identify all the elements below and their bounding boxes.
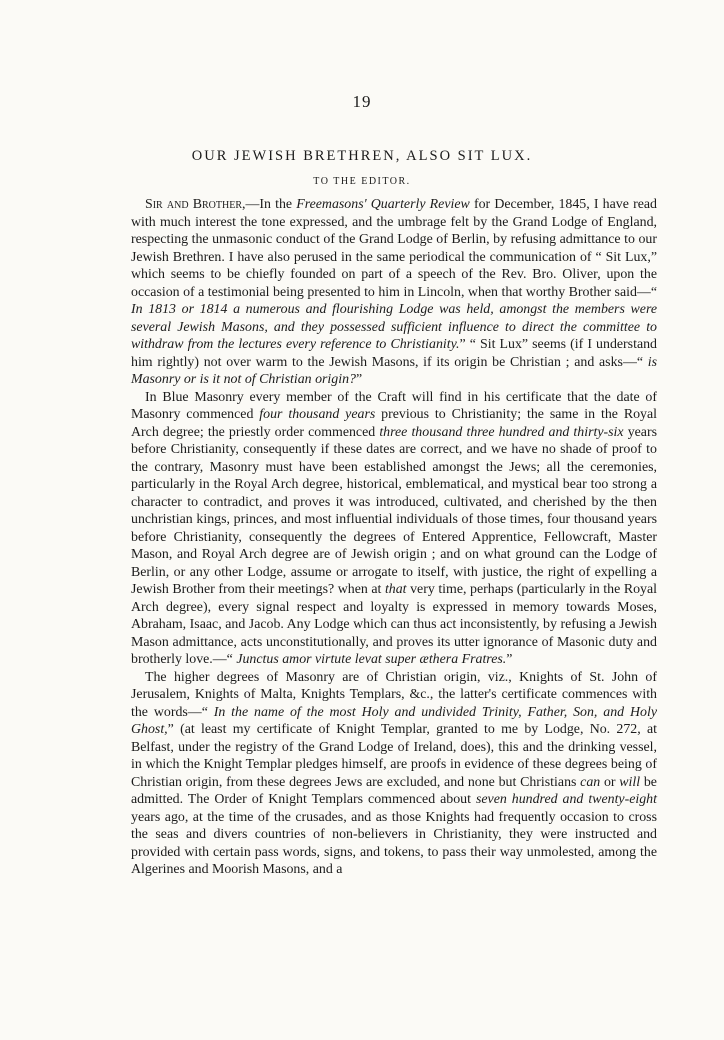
text-run: very time, perhaps (particularly in the Royal Arch degree), every signal respect and loyalty is expressed in memory towards Moses, Abraham, Isaac, and Jacob. Any Lodge which can thus act inconsistently, by refusing a Jewish Mason admittance, acts unconstitutionally, and proves its utter ignorance of Masonic duty and brotherly love.—“ bbox=[131, 582, 657, 667]
italic-run: can bbox=[580, 774, 601, 790]
paragraph bbox=[131, 669, 657, 879]
text-run: previous to Christianity; the same in the Royal Arch degree; the priestly order commenced bbox=[131, 407, 658, 440]
italic-run: Junctus amor virtute levat super æthera Fratres. bbox=[236, 652, 507, 667]
article-body bbox=[131, 196, 657, 879]
text-run: ” bbox=[355, 372, 363, 387]
text-run: ” “ Sit Lux” seems (if I understand him rightly) not over warm to the Jewish Masons, if its origin be Christian ; and asks—“ bbox=[131, 337, 657, 370]
italic-run: that bbox=[384, 582, 407, 597]
italic-run: three thousand three hundred and thirty-six bbox=[379, 424, 624, 440]
text-run: ” bbox=[506, 652, 513, 667]
italic-run: In the name of the most Holy and undivided Trinity, Father, Son, and Holy Ghost, bbox=[131, 704, 657, 737]
text-run: for December, 1845, I have read with much interest the tone expressed, and the umbrage felt by the Grand Lodge of England, respecting the unmasonic conduct of the Grand Lodge of Berlin, by refusing admittance to our Jewish Brethren. I have also perused in the same periodical the communication of “ Sit Lux,” which seems to be chiefly founded on part of a speech of the Rev. Bro. Oliver, upon the occasion of a testimonial being presented to him in Lincoln, when that worthy Brother said—“ bbox=[131, 197, 657, 300]
text-run: In Blue Masonry every member of the Craft will find in his certificate that the date of Masonry commenced bbox=[131, 389, 657, 422]
small-caps-run: Sir and Brother bbox=[145, 197, 242, 212]
text-run: The higher degrees of Masonry are of Christian origin, viz., Knights of St. John of Jerusalem, Knights of Malta, Knights Templars, &c., the latter's certificate commences with the words—“ bbox=[131, 669, 657, 720]
italic-run: seven hundred and twenty-eight bbox=[475, 792, 657, 807]
text-run: ” (at least my certificate of Knight Templar, granted to me by Lodge, No. 272, at Belfast, under the registry of the Grand Lodge of Ireland, does), this and the drinking vessel, in which the Knight Templar pledges himself, are proofs in evidence of these degrees being of Christian origin, from these degrees Jews are excluded, and none but Christians bbox=[131, 722, 657, 790]
paragraph bbox=[131, 389, 657, 669]
text-run: ,—In the bbox=[241, 197, 297, 212]
page-number: 19 bbox=[352, 92, 372, 111]
italic-run: four thousand years bbox=[259, 407, 376, 422]
article-subtitle: TO THE EDITOR. bbox=[313, 176, 411, 187]
italic-run: In 1813 or 1814 a numerous and flourishing Lodge was held, amongst the members were several Jewish Masons, and they possessed sufficient influence to direct the committee to withdraw from the lectures every reference to Christianity. bbox=[131, 302, 657, 352]
text-run: years before Christianity, consequently if these dates are correct, and we have no shade of proof to the contrary, Masonry must have been established amongst the Jews; all the ceremonies, particularly in the Royal Arch degree, historical, emblematical, and mystical bear too strong a character to contradict, and proves it was introduced, cultivated, and cherished by the then unchristian kings, princes, and most influential individuals of those times, four thousand years before Christianity, consequently the degrees of Entered Apprentice, Fellowcraft, Master Mason, and Royal Arch degree are of Jewish origin ; and on what ground can the Lodge of Berlin, or any other Lodge, assume or arrogate to itself, with justice, the right of expelling a Jewish Brother from their meetings? when at bbox=[131, 424, 658, 597]
article-title: OUR JEWISH BRETHREN, ALSO SIT LUX. bbox=[191, 148, 533, 164]
italic-run: will bbox=[619, 774, 641, 790]
text-run: be admitted. The Order of Knight Templars commenced about bbox=[131, 774, 657, 807]
italic-run: Freemasons' Quarterly Review bbox=[296, 197, 470, 212]
text-run: years ago, at the time of the crusades, and as those Knights had frequently occasion to cross the seas and divers countries of non-believers in Christianity, they were instructed and provided with certain pass words, signs, and tokens, to pass their way unmolested, among the Algerines and Moorish Masons, and a bbox=[131, 809, 657, 877]
italic-run: is Masonry or is it not of Christian origin? bbox=[131, 354, 657, 387]
text-run: or bbox=[600, 774, 620, 790]
paragraph bbox=[131, 196, 657, 389]
